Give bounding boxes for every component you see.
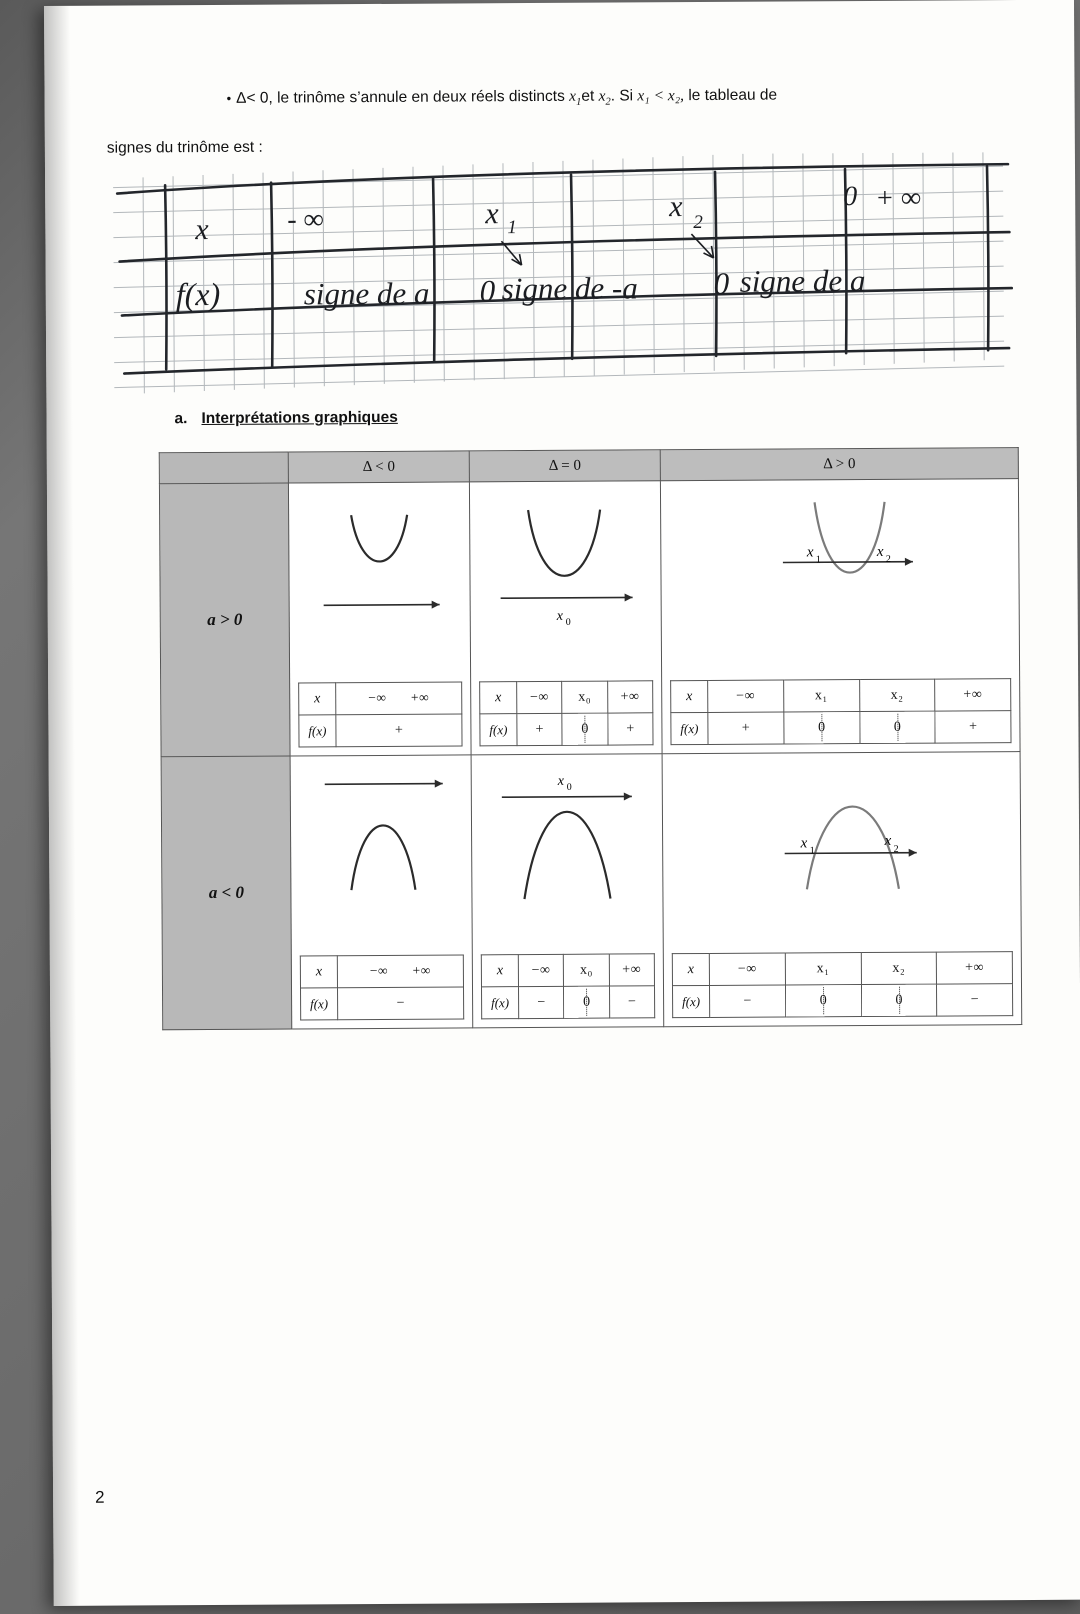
cell-aneg-dzero <box>471 754 664 1028</box>
st-x-label: x <box>672 953 709 985</box>
bullet-text-after: le tableau de <box>688 86 778 105</box>
st-sign-1: 0 <box>785 985 861 1017</box>
st-sign-0: + <box>708 712 784 744</box>
variable-x1: $x_1$ <box>569 87 582 108</box>
signtable-apos-dzero <box>479 680 653 746</box>
st-x-label: x <box>300 956 337 988</box>
graph-parabola-down-two-roots <box>663 756 1021 923</box>
st-bound-root2: x₂ <box>861 952 937 984</box>
st-sign-4: − <box>937 984 1013 1016</box>
st-x-label: x <box>481 955 518 987</box>
graph-parabola-up-two-roots <box>661 483 1019 650</box>
st-bound-right: +∞ <box>410 689 430 705</box>
section-title: Interprétations graphiques <box>201 408 398 428</box>
svg-text:x: x <box>669 190 683 224</box>
st-bound-right: +∞ <box>609 954 655 986</box>
svg-text:0: 0 <box>843 181 858 213</box>
svg-text:x: x <box>876 543 884 560</box>
graph-parabola-down-no-root <box>291 759 472 925</box>
svg-text:1: 1 <box>507 217 517 239</box>
document-page <box>44 0 1080 1606</box>
svg-text:x: x <box>884 832 892 849</box>
st-bound-left: −∞ <box>708 680 784 712</box>
cell-apos-dzero <box>469 481 662 755</box>
st-f-label: f(x) <box>671 712 708 744</box>
st-x-label: x <box>299 683 336 715</box>
graph-parabola-up-tangent <box>470 485 661 651</box>
svg-text:signe de a: signe de a <box>739 262 866 299</box>
bullet-text-before: Δ< 0, le trinôme s’annule en deux réels distincts <box>236 87 565 107</box>
variable-x2: $x_2$ <box>598 87 611 108</box>
handwritten-sign-table <box>103 152 1025 408</box>
row-header-a-negative: a < 0 <box>161 756 292 1030</box>
st-sign-0: + <box>336 714 462 747</box>
svg-text:x: x <box>485 197 499 231</box>
st-sign-1: 0 <box>784 712 860 744</box>
st-x-label: x <box>480 682 517 714</box>
svg-text:1: 1 <box>815 554 821 566</box>
svg-text:x: x <box>556 608 564 624</box>
section-letter: a. <box>174 410 188 428</box>
svg-text:x: x <box>800 835 808 852</box>
st-bound-root1: x₁ <box>785 953 861 985</box>
signtable-aneg-dzero <box>481 953 655 1019</box>
st-sign-1: 0 <box>564 986 610 1018</box>
st-f-label: f(x) <box>301 988 338 1020</box>
graph-parabola-down-tangent <box>472 758 663 924</box>
svg-text:0: 0 <box>565 616 571 628</box>
page-number: 2 <box>95 1487 105 1507</box>
st-f-label: f(x) <box>299 715 336 747</box>
st-sign-1: 0 <box>562 713 608 745</box>
st-bound-left: −∞ <box>517 681 563 713</box>
st-bound-left: −∞ +∞ <box>336 682 462 715</box>
bullet-paragraph <box>226 82 1056 113</box>
signtable-aneg-dpos <box>672 951 1013 1018</box>
signtable-apos-dneg <box>298 681 462 747</box>
bullet-icon: • <box>226 91 232 107</box>
svg-text:+ ∞: + ∞ <box>875 182 922 214</box>
st-sign-0: − <box>518 986 564 1018</box>
bullet-text-mid: . Si <box>610 87 634 105</box>
st-bound-root2: x₂ <box>859 679 935 711</box>
st-bound-left: −∞ <box>709 953 785 985</box>
st-sign-2: − <box>609 986 655 1018</box>
interpretation-table <box>159 447 1023 1030</box>
cell-aneg-dneg <box>290 755 473 1029</box>
svg-text:0: 0 <box>713 265 730 301</box>
st-bound-left: −∞ <box>518 954 564 986</box>
svg-text:0: 0 <box>479 273 496 309</box>
svg-text:2: 2 <box>885 553 891 565</box>
st-sign-0: − <box>709 985 785 1017</box>
conjunction: et <box>581 87 595 105</box>
svg-text:0: 0 <box>566 781 572 793</box>
svg-text:2: 2 <box>893 843 899 855</box>
st-bound-root: x₀ <box>562 681 608 713</box>
cell-apos-dneg <box>288 482 471 756</box>
svg-text:x: x <box>806 544 814 561</box>
svg-text:signe de -a: signe de -a <box>501 270 638 307</box>
st-bound-root1: x₁ <box>783 680 859 712</box>
svg-text:- ∞: - ∞ <box>287 204 324 236</box>
st-bound-right: +∞ <box>937 952 1013 984</box>
st-bound-right: +∞ <box>607 681 653 713</box>
st-sign-0: + <box>517 713 563 745</box>
row-header-a-positive: a > 0 <box>159 483 290 757</box>
page-content <box>44 0 1080 1606</box>
inequality-condition: x₁ < x₂, <box>637 87 685 105</box>
header-delta-positive: Δ > 0 <box>660 448 1018 481</box>
st-x-label: x <box>671 680 708 712</box>
section-heading <box>174 409 397 428</box>
header-delta-zero: Δ = 0 <box>469 450 660 482</box>
st-bound-right: +∞ <box>935 679 1011 711</box>
bullet-continuation: signes du trinôme est : <box>106 138 263 157</box>
table-row <box>159 479 1020 757</box>
st-bound-root: x₀ <box>564 954 610 986</box>
cell-aneg-dpos <box>662 752 1022 1027</box>
table-row <box>161 752 1022 1030</box>
table-corner-cell <box>159 452 288 484</box>
svg-text:f(x): f(x) <box>175 275 221 313</box>
st-sign-3: 0 <box>859 711 935 743</box>
svg-text:x: x <box>195 212 209 247</box>
st-bound-right: +∞ <box>412 962 431 978</box>
st-bound-left: −∞ +∞ <box>337 955 463 988</box>
header-delta-negative: Δ < 0 <box>288 451 469 483</box>
svg-text:2: 2 <box>693 211 703 234</box>
st-sign-4: + <box>935 711 1011 743</box>
signtable-apos-dpos <box>670 678 1011 745</box>
svg-text:1: 1 <box>809 845 815 857</box>
graph-parabola-up-no-root <box>289 486 470 652</box>
svg-text:x: x <box>557 773 565 789</box>
st-f-label: f(x) <box>672 985 709 1017</box>
st-sign-2: + <box>607 713 653 745</box>
st-f-label: f(x) <box>481 987 518 1019</box>
st-sign-0: − <box>338 987 464 1020</box>
svg-text:signe de a: signe de a <box>303 275 430 312</box>
st-sign-3: 0 <box>861 984 937 1016</box>
st-f-label: f(x) <box>480 714 517 746</box>
cell-apos-dpos <box>660 479 1020 754</box>
signtable-aneg-dneg <box>300 954 464 1020</box>
